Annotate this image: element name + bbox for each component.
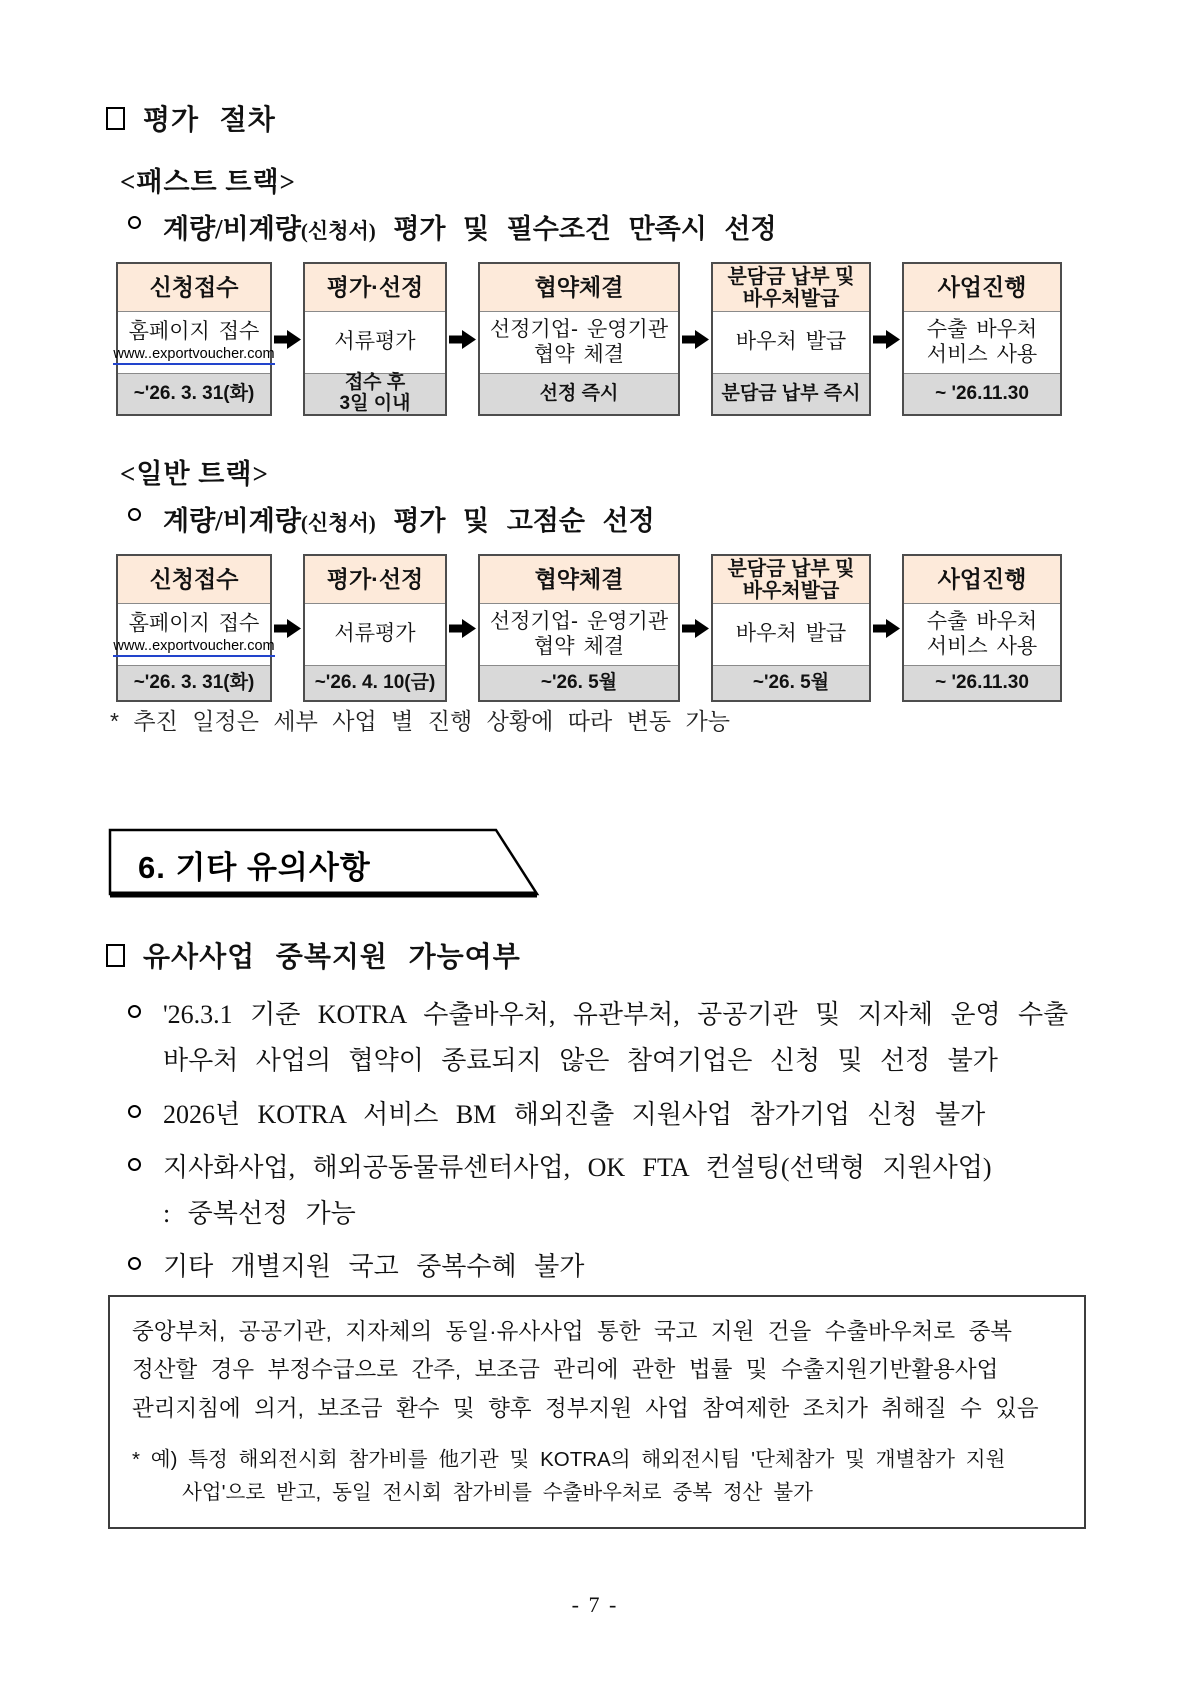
- flowchart-step-apply: [113, 554, 275, 702]
- step-title-text: 신청접수: [149, 565, 239, 592]
- general-bullet-main1: 계량/비계량: [163, 506, 301, 536]
- general-track-bullet: [128, 499, 655, 538]
- step-title-text: 협약체결: [534, 273, 624, 300]
- step-title-text: 바우처발급: [742, 287, 840, 310]
- arrow-right-icon: [272, 262, 303, 416]
- step-body-text: 바우처 발급: [735, 622, 847, 646]
- step-title-text: 분담금 납부 및: [727, 557, 855, 580]
- square-bullet-icon: [106, 944, 125, 967]
- list-item-text: [163, 1145, 991, 1238]
- list-item-line: 지사화사업, 해외공동물류센터사업, OK FTA 컨설팅(선택형 지원사업): [163, 1152, 992, 1182]
- step-body-text: 수출 바우처: [926, 318, 1038, 342]
- step-footer-text: 3일 이내: [339, 393, 411, 414]
- step-title: [904, 264, 1060, 312]
- step-title: [305, 264, 445, 312]
- step-body-text: 바우처 발급: [735, 330, 847, 354]
- step-body: [113, 312, 275, 374]
- step-title: [713, 264, 869, 312]
- arrow-right-icon: [871, 554, 902, 702]
- flowchart-step-progress: [902, 262, 1062, 416]
- dup-bullet-list: [128, 992, 1088, 1298]
- list-item: [128, 1244, 1088, 1290]
- step-footer: [118, 374, 270, 414]
- step-body: [305, 604, 445, 666]
- step-body-text: 협약 체결: [533, 634, 625, 658]
- circle-bullet-icon: [128, 1005, 141, 1018]
- step-footer: [118, 666, 270, 700]
- exportvoucher-link[interactable]: www..exportvoucher.com: [113, 637, 274, 657]
- warning-note-line: * 예) 특정 해외전시회 참가비를 他기관 및 KOTRA의 해외전시팀 '단체참가 및 개별참가 지원: [132, 1447, 1006, 1471]
- step-title: [713, 556, 869, 604]
- section6-banner: [108, 828, 540, 903]
- arrow-right-icon: [272, 554, 303, 702]
- fast-bullet-main2: 평가 및 필수조건 만족시 선정: [393, 214, 777, 244]
- flowchart-step-evaluate: [303, 262, 447, 416]
- step-footer: [305, 666, 445, 700]
- step-body-text: 선정기업- 운영기관: [489, 318, 669, 342]
- list-item-line: 2026년 KOTRA 서비스 BM 해외진출 지원사업 참가기업 신청 불가: [163, 1099, 986, 1129]
- flowchart-step-evaluate: [303, 554, 447, 702]
- section6-title: 6. 기타 유의사항: [138, 850, 371, 885]
- list-item-text: [163, 1092, 985, 1138]
- step-footer-text: 접수 후: [344, 372, 406, 394]
- list-item: [128, 1145, 1088, 1238]
- list-item-line: 바우처 사업의 협약이 종료되지 않은 참여기업은 신청 및 선정 불가: [163, 1046, 998, 1076]
- list-item-line: 기타 개별지원 국고 중복수혜 불가: [163, 1252, 585, 1282]
- step-body-text: 서비스 사용: [926, 634, 1038, 658]
- list-item: [128, 1092, 1088, 1138]
- fast-track-bullet: [128, 207, 777, 246]
- flowchart-step-apply: [113, 262, 275, 416]
- page-number: - 7 -: [571, 1592, 619, 1617]
- step-footer: [480, 666, 678, 700]
- step-body-text: 서비스 사용: [926, 342, 1038, 366]
- flowchart-step-payment: [711, 554, 871, 702]
- asterisk-marker: *: [110, 708, 119, 734]
- step-footer-text: ~ '26.11.30: [935, 382, 1029, 404]
- warning-box: [108, 1295, 1086, 1529]
- step-footer-text: 선정 즉시: [539, 382, 619, 404]
- warning-line: 중앙부처, 공공기관, 지자체의 동일·유사사업 통한 국고 지원 건을 수출바우처로 중복: [132, 1319, 1013, 1344]
- warning-note-line: 사업'으로 받고, 동일 전시회 참가비를 수출바우처로 중복 정산 불가: [182, 1480, 813, 1504]
- step-title-text: 바우처발급: [742, 579, 840, 602]
- circle-bullet-icon: [128, 216, 141, 229]
- step-footer-text: ~'26. 5월: [752, 671, 830, 693]
- step-footer: [305, 374, 445, 414]
- step-body: [713, 312, 869, 374]
- arrow-right-icon: [447, 554, 478, 702]
- step-footer-text: 분담금 납부 즉시: [721, 382, 861, 404]
- flowchart-fast-track: [113, 262, 1062, 416]
- circle-bullet-icon: [128, 1105, 141, 1118]
- arrow-right-icon: [871, 262, 902, 416]
- step-title-text: 분담금 납부 및: [727, 265, 855, 288]
- step-footer-text: ~'26. 3. 31(화): [133, 382, 255, 404]
- step-footer: [904, 666, 1060, 700]
- general-bullet-main2: 평가 및 고점순 선정: [393, 506, 655, 536]
- step-body: [305, 312, 445, 374]
- flowchart-step-contract: [478, 262, 680, 416]
- flowchart-step-progress: [902, 554, 1062, 702]
- step-title: [480, 556, 678, 604]
- circle-bullet-icon: [128, 508, 141, 521]
- circle-bullet-icon: [128, 1257, 141, 1270]
- general-track-heading: <일반 트랙>: [120, 459, 269, 489]
- circle-bullet-icon: [128, 1158, 141, 1171]
- step-body: [480, 312, 678, 374]
- fast-track-heading: <패스트 트랙>: [120, 167, 296, 197]
- flowchart-step-payment: [711, 262, 871, 416]
- step-body: [480, 604, 678, 666]
- exportvoucher-link[interactable]: www..exportvoucher.com: [113, 345, 274, 365]
- fast-bullet-paren: (신청서): [300, 219, 376, 243]
- step-title: [904, 556, 1060, 604]
- fast-track-bullet-text: [163, 207, 777, 246]
- step-body: [904, 312, 1060, 374]
- step-body-text: 선정기업- 운영기관: [489, 610, 669, 634]
- general-track-bullet-text: [163, 499, 655, 538]
- eval-procedure-heading-label: 평가 절차: [143, 105, 276, 136]
- step-title: [118, 264, 270, 312]
- step-footer-text: ~'26. 5월: [540, 671, 618, 693]
- list-item-line: '26.3.1 기준 KOTRA 수출바우처, 유관부처, 공공기관 및 지자체 운영 수출: [163, 1000, 1069, 1029]
- warning-note: [132, 1444, 1062, 1510]
- step-body-text: 서류평가: [334, 330, 416, 354]
- list-item-text: [163, 992, 1068, 1085]
- arrow-right-icon: [680, 554, 711, 702]
- step-title-text: 사업진행: [937, 565, 1027, 592]
- step-body-text: 홈페이지 접수: [128, 612, 260, 636]
- list-item-text: [163, 1244, 584, 1290]
- square-bullet-icon: [106, 107, 125, 130]
- step-title: [118, 556, 270, 604]
- step-footer: [713, 666, 869, 700]
- fast-bullet-main1: 계량/비계량: [163, 214, 301, 244]
- step-footer-text: ~'26. 4. 10(금): [314, 671, 436, 693]
- schedule-note-text: 추진 일정은 세부 사업 별 진행 상황에 따라 변동 가능: [133, 708, 730, 734]
- step-footer-text: ~ '26.11.30: [935, 671, 1029, 693]
- warning-line: 관리지침에 의거, 보조금 환수 및 향후 정부지원 사업 참여제한 조치가 취해질 수 있음: [132, 1395, 1039, 1421]
- step-body-text: 수출 바우처: [926, 610, 1038, 634]
- step-footer: [480, 374, 678, 414]
- step-title-text: 평가·선정: [326, 565, 424, 592]
- arrow-right-icon: [447, 262, 478, 416]
- flowchart-general-track: [113, 554, 1062, 702]
- step-title-text: 사업진행: [937, 273, 1027, 300]
- step-title: [480, 264, 678, 312]
- step-body-text: 홈페이지 접수: [128, 320, 260, 344]
- step-footer-text: ~'26. 3. 31(화): [133, 671, 255, 693]
- step-title-text: 협약체결: [534, 565, 624, 592]
- step-body: [713, 604, 869, 666]
- step-body-text: 서류평가: [334, 622, 416, 646]
- list-item-line: : 중복선정 가능: [163, 1199, 356, 1229]
- warning-line: 정산할 경우 부정수급으로 간주, 보조금 관리에 관한 법률 및 수출지원기반활용사업: [132, 1357, 999, 1383]
- schedule-note: [110, 703, 730, 736]
- step-body-text: 협약 체결: [533, 342, 625, 366]
- step-title-text: 신청접수: [149, 273, 239, 300]
- eval-procedure-heading: [106, 98, 276, 138]
- flowchart-step-contract: [478, 554, 680, 702]
- step-title: [305, 556, 445, 604]
- list-item: [128, 992, 1088, 1085]
- step-footer: [713, 374, 869, 414]
- step-footer: [904, 374, 1060, 414]
- step-title-text: 평가·선정: [326, 273, 424, 300]
- dup-support-heading: [106, 935, 521, 975]
- arrow-right-icon: [680, 262, 711, 416]
- step-body: [113, 604, 275, 666]
- dup-support-heading-label: 유사사업 중복지원 가능여부: [143, 942, 521, 973]
- step-body: [904, 604, 1060, 666]
- general-bullet-paren: (신청서): [300, 511, 376, 535]
